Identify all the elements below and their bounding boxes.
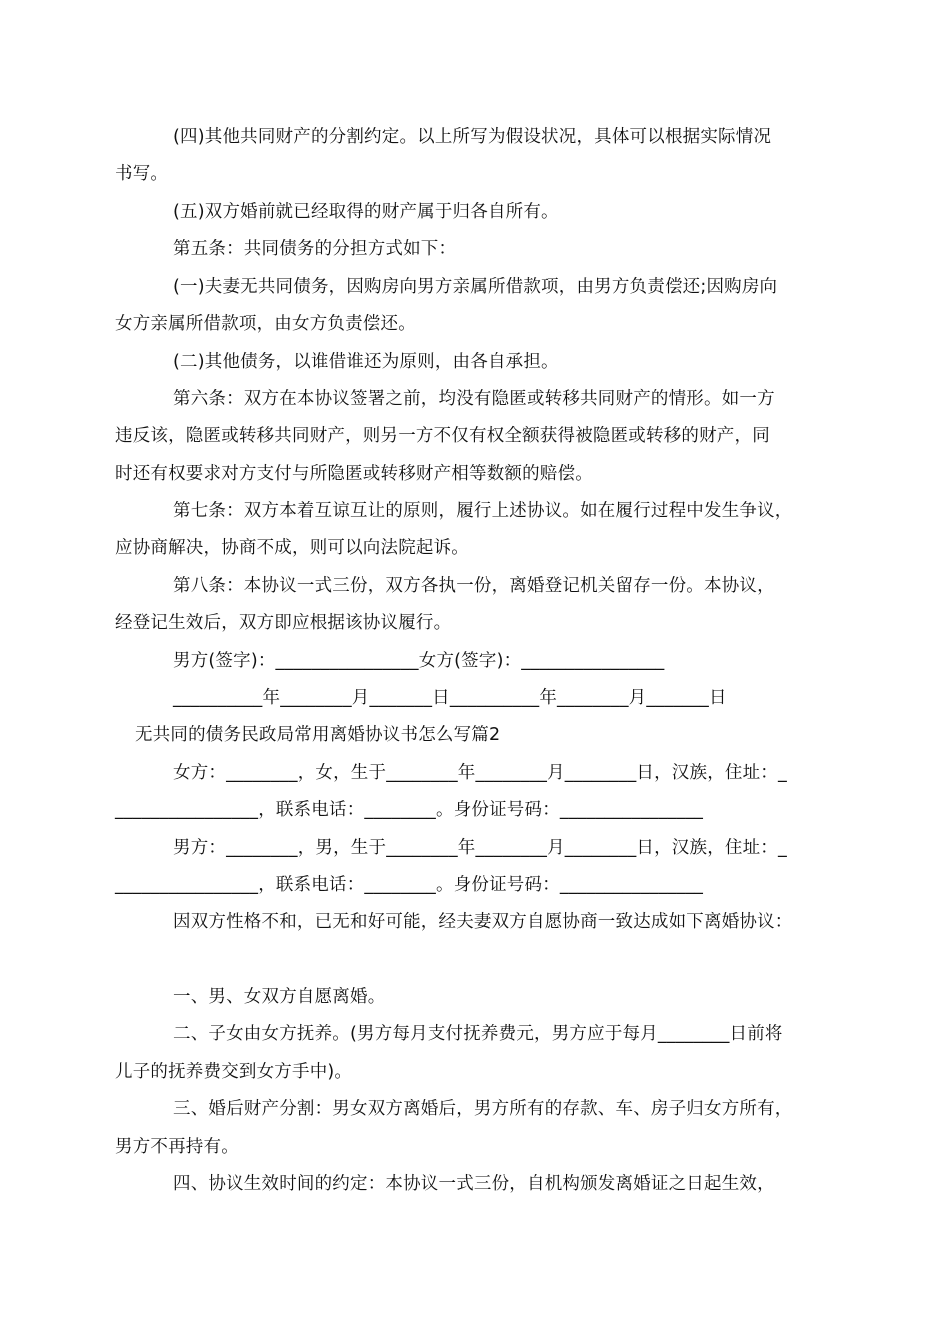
text-line: (二)其他债务，以谁借谁还为原则，由各自承担。 (173, 352, 559, 372)
text-line: (一)夫妻无共同债务，因购房向男方亲属所借款项，由男方负责偿还;因购房向 (173, 277, 778, 297)
text-line: 第六条：双方在本协议签署之前，均没有隐匿或转移共同财产的情形。如一方 (173, 389, 775, 409)
text-line: 第八条：本协议一式三份，双方各执一份，离婚登记机关留存一份。本协议， (173, 576, 775, 596)
text-line: 一、男、女双方自愿离婚。 (173, 987, 386, 1007)
text-line: 女方亲属所借款项，由女方负责偿还。 (115, 314, 416, 334)
text-line: 时还有权要求对方支付与所隐匿或转移财产相等数额的赔偿。 (115, 464, 593, 484)
text-line: (四)其他共同财产的分割约定。以上所写为假设状况，具体可以根据实际情况 (173, 127, 772, 147)
party-info-line: ________________，联系电话：________。身份证号码：________________ (115, 875, 704, 895)
party-info-line: 男方：________，男，生于________年________月________日，汉族，住址：_ (173, 838, 787, 858)
signature-line: 男方(签字)：________________女方(签字)：________________ (173, 651, 665, 671)
text-line: 经登记生效后，双方即应根据该协议履行。 (115, 613, 452, 633)
text-line: 违反该，隐匿或转移共同财产，则另一方不仅有权全额获得被隐匿或转移的财产，同 (115, 426, 770, 446)
text-line: 书写。 (115, 164, 169, 184)
text-line: 应协商解决，协商不成，则可以向法院起诉。 (115, 538, 469, 558)
party-info-line: 女方：________，女，生于________年________月________日，汉族，住址：_ (173, 763, 787, 783)
text-line: 四、协议生效时间的约定：本协议一式三份，自机构颁发离婚证之日起生效， (173, 1174, 775, 1194)
text-line: 三、婚后财产分割：男女双方离婚后，男方所有的存款、车、房子归女方所有， (173, 1099, 793, 1119)
text-line: 二、子女由女方抚养。(男方每月支付抚养费元，男方应于每月________日前将 (173, 1024, 783, 1044)
text-line: 男方不再持有。 (115, 1137, 239, 1157)
party-info-line: ________________，联系电话：________。身份证号码：________________ (115, 800, 704, 820)
text-line: 儿子的抚养费交到女方手中)。 (115, 1062, 353, 1082)
section-heading: 第五条：共同债务的分担方式如下： (173, 239, 457, 259)
date-line: __________年________月_______日__________年________月_______日 (173, 688, 727, 708)
text-line: (五)双方婚前就已经取得的财产属于归各自所有。 (173, 202, 559, 222)
section-title: 无共同的债务民政局常用离婚协议书怎么写篇2 (135, 725, 501, 745)
text-line: 因双方性格不和，已无和好可能，经夫妻双方自愿协商一致达成如下离婚协议： (173, 912, 793, 932)
text-line: 第七条：双方本着互谅互让的原则，履行上述协议。如在履行过程中发生争议， (173, 501, 793, 521)
